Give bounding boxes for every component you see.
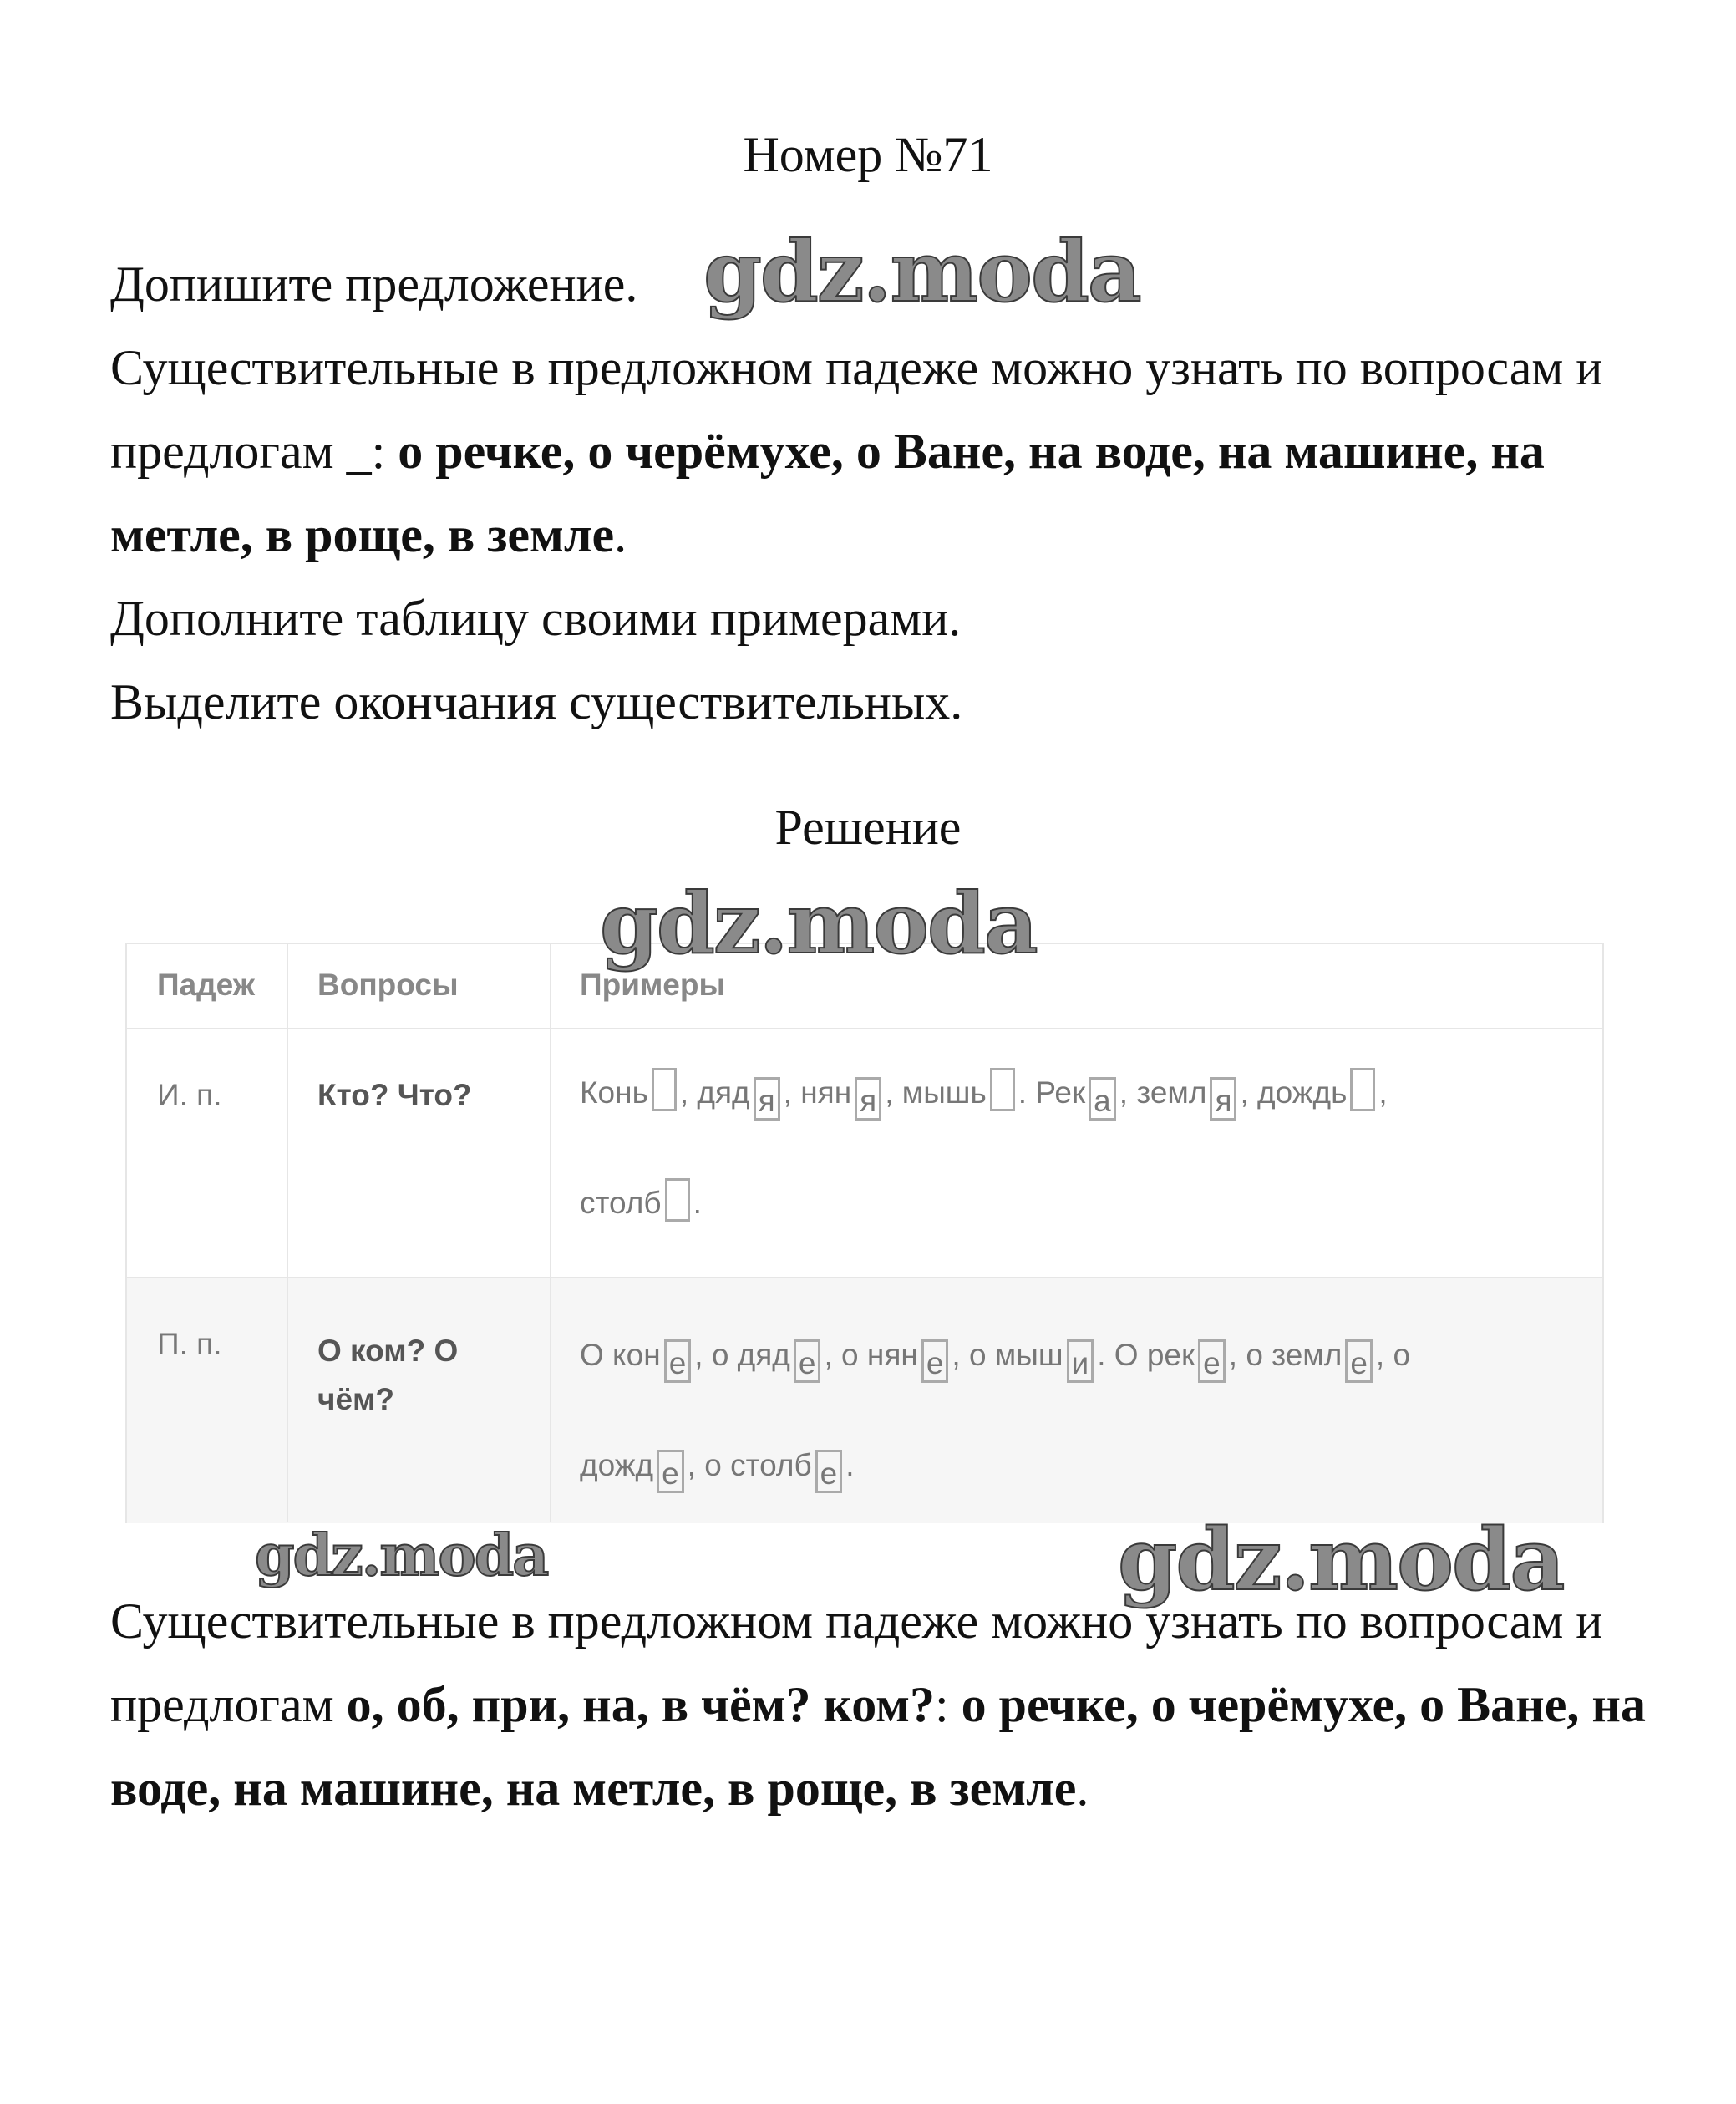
watermark: gdz.moda: [600, 874, 1037, 973]
example-word: [1246, 1338, 1411, 1380]
word-separator: ,: [687, 1448, 705, 1482]
example-word: [711, 1338, 842, 1380]
example-word: [580, 1075, 697, 1110]
word-stem: мышь: [901, 1075, 987, 1110]
word-separator: .: [1097, 1338, 1114, 1372]
watermark: gdz.moda: [255, 1522, 548, 1589]
ending-box: е: [921, 1339, 949, 1383]
task-line-2-plain: Существительные в предложном падеже можно узнать по вопросам и предлогам _:: [110, 340, 1603, 479]
page-title: Номер №71: [743, 127, 993, 182]
ending-box: и: [1067, 1339, 1094, 1383]
word-stem: о мыш: [968, 1338, 1063, 1372]
task-line-3: Дополните таблицу своими примерами.: [110, 591, 962, 646]
questions-cell: О ком? О чём?: [317, 1334, 459, 1416]
word-stem: дожд: [580, 1448, 654, 1482]
word-stem: Рек: [1035, 1075, 1086, 1110]
examples-line: [580, 1410, 1410, 1521]
word-stem: Конь: [580, 1075, 648, 1110]
column-divider: [287, 944, 288, 1522]
task-line-2: [110, 326, 1647, 577]
case-cell: П. п.: [157, 1327, 222, 1361]
word-separator: ,: [824, 1338, 842, 1372]
word-stem: земл: [1136, 1075, 1207, 1110]
word-stem: О рек: [1114, 1338, 1195, 1372]
task-line-2-bold: о речке, о черёмухе, о Ване, на воде, на машине, на метле, в роще, в земле: [110, 424, 1545, 562]
answer-end: .: [1076, 1761, 1089, 1816]
word-separator: .: [845, 1448, 855, 1482]
word-separator: , о: [1375, 1338, 1411, 1372]
word-separator: ,: [679, 1075, 698, 1110]
table-row: [127, 1278, 1602, 1523]
answer-table: [125, 943, 1604, 1523]
ending-box: [1350, 1068, 1375, 1111]
solution-heading: Решение: [774, 800, 962, 855]
ending-box: я: [754, 1077, 780, 1121]
word-stem: столб: [580, 1186, 662, 1220]
word-separator: ,: [694, 1338, 712, 1372]
task-line-2-end: .: [614, 507, 627, 562]
examples-line: [580, 1300, 1410, 1410]
example-word: [697, 1075, 801, 1118]
ending-box: а: [1089, 1077, 1116, 1121]
answer-text: [110, 1579, 1647, 1830]
ending-box: е: [815, 1450, 843, 1493]
word-separator: ,: [783, 1075, 801, 1110]
word-separator: ,: [952, 1338, 969, 1372]
header-case: Падеж: [157, 968, 255, 1002]
example-word: [1257, 1075, 1388, 1110]
example-word: [1136, 1075, 1258, 1118]
example-word: [800, 1075, 902, 1118]
example-word: [902, 1075, 1036, 1110]
header-examples: Примеры: [580, 968, 726, 1002]
example-word: [841, 1338, 969, 1380]
word-separator: ,: [1378, 1075, 1388, 1110]
answer-plain-2: :: [934, 1677, 962, 1732]
ending-box: е: [794, 1339, 821, 1383]
word-separator: ,: [1119, 1075, 1137, 1110]
case-cell: И. п.: [157, 1078, 222, 1112]
word-stem: о столб: [704, 1448, 812, 1482]
word-stem: о дяд: [711, 1338, 790, 1372]
watermark: gdz.moda: [703, 222, 1140, 321]
ending-box: [990, 1068, 1015, 1111]
example-word: [580, 1448, 705, 1491]
word-stem: дяд: [697, 1075, 750, 1110]
ending-box: е: [1345, 1339, 1373, 1383]
example-word: [1114, 1338, 1246, 1380]
answer-bold-1: о, об, при, на, в чём? ком?: [346, 1677, 935, 1732]
examples-cell: [580, 1300, 1410, 1521]
word-separator: ,: [1228, 1338, 1246, 1372]
questions-cell: Кто? Что?: [317, 1078, 472, 1112]
task-line-4: Выделите окончания существительных.: [110, 674, 963, 729]
answer-plain-1: Существительные в предложном падеже можно узнать по вопросам и предлогам: [110, 1593, 1603, 1732]
word-stem: о земл: [1246, 1338, 1343, 1372]
ending-box: я: [1210, 1077, 1236, 1121]
ending-box: е: [657, 1450, 684, 1493]
word-separator: ,: [885, 1075, 902, 1110]
example-word: [580, 1186, 702, 1220]
word-separator: .: [1018, 1075, 1036, 1110]
example-word: [704, 1448, 855, 1491]
word-stem: дождь: [1257, 1075, 1348, 1110]
word-stem: о нян: [841, 1338, 918, 1372]
ending-box: [665, 1178, 690, 1222]
task-line-1: Допишите предложение.: [110, 257, 638, 312]
table-row: [127, 1029, 1602, 1278]
column-divider: [550, 944, 551, 1522]
watermark: gdz.moda: [1118, 1510, 1564, 1610]
word-separator: ,: [1240, 1075, 1258, 1110]
example-word: [968, 1338, 1114, 1380]
examples-line: [580, 1038, 1388, 1148]
examples-line: [580, 1148, 1388, 1258]
header-questions: Вопросы: [317, 968, 459, 1002]
ending-box: е: [664, 1339, 692, 1383]
word-stem: О кон: [580, 1338, 661, 1372]
word-stem: нян: [800, 1075, 852, 1110]
ending-box: е: [1198, 1339, 1226, 1383]
answer-bold-2: о речке, о черёмухе, о Ване, на воде, на машине, на метле, в роще, в земле: [110, 1677, 1646, 1816]
ending-box: [652, 1068, 677, 1111]
examples-cell: [580, 1038, 1388, 1258]
word-separator: .: [693, 1186, 702, 1220]
example-word: [580, 1338, 712, 1380]
ending-box: я: [855, 1077, 881, 1121]
example-word: [1035, 1075, 1137, 1118]
